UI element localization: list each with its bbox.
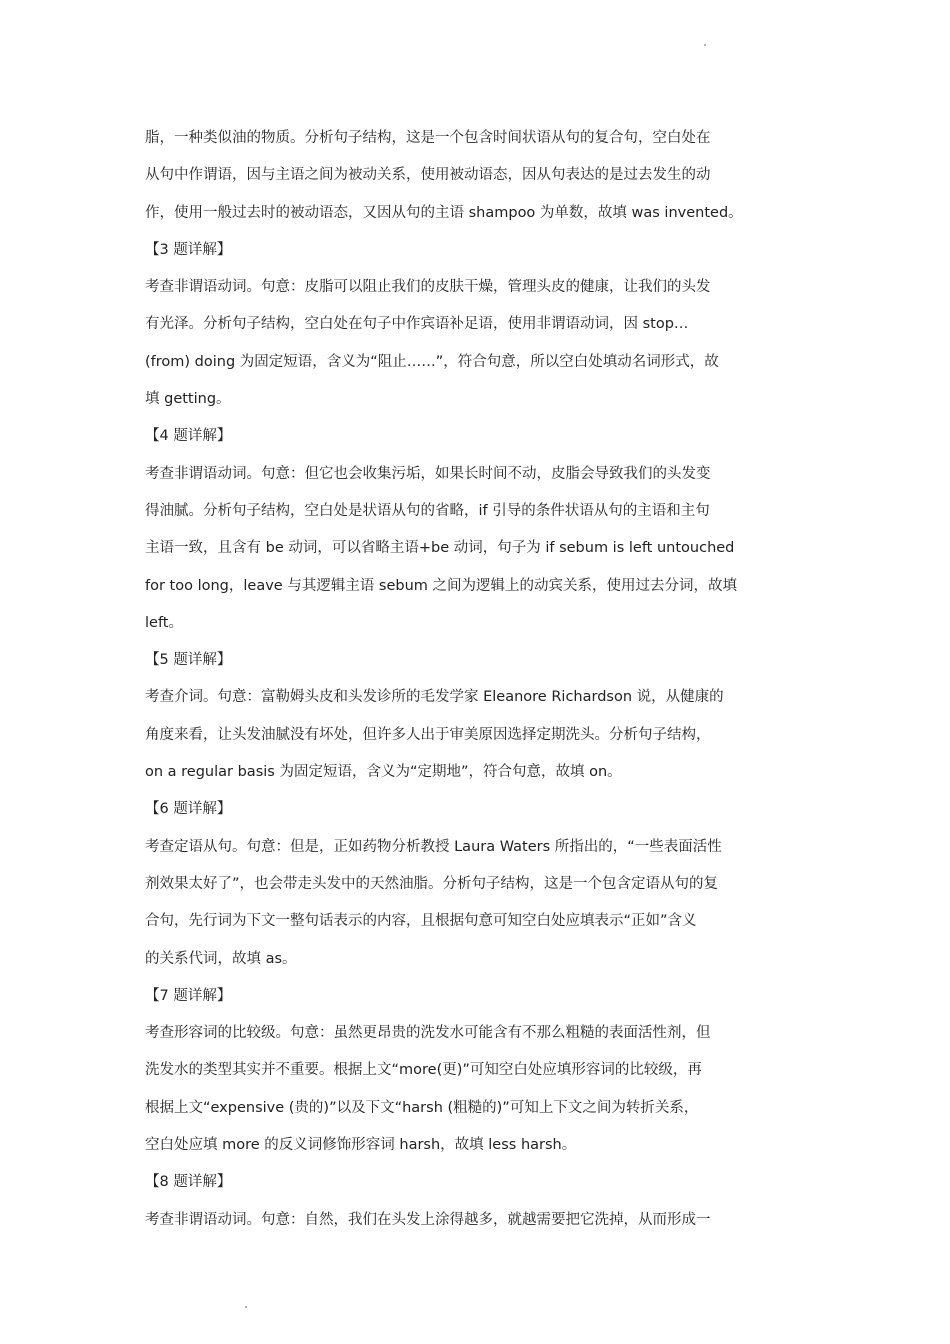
text-line: 考查介词。句意：富勒姆头皮和头发诊所的毛发学家 Eleanore Richardson 说，从健康的 — [145, 689, 724, 706]
text-line: 得油腻。分析句子结构，空白处是状语从句的省略，if 引导的条件状语从句的主语和主句 — [145, 502, 710, 519]
text-line: 从句中作谓语，因与主语之间为被动关系，使用被动语态，因从句表达的是过去发生的动 — [145, 167, 711, 184]
text-line: for too long，leave 与其逻辑主语 sebum 之间为逻辑上的动宾关系，使用过去分词，故填 — [145, 577, 738, 594]
text-line: on a regular basis 为固定短语，含义为“定期地”，符合句意，故填 on。 — [145, 764, 622, 781]
text-line: (from) doing 为固定短语，含义为“阻止……”，符合句意，所以空白处填动名词形式，故 — [145, 353, 719, 370]
text-line: 作，使用一般过去时的被动语态，又因从句的主语 shampoo 为单数，故填 was invented。 — [145, 204, 743, 221]
section-heading-q6: 【6 题详解】 — [145, 801, 232, 818]
scan-dot-bottom — [245, 1306, 247, 1308]
section-heading-q4: 【4 题详解】 — [145, 428, 232, 445]
text-line: 填 getting。 — [145, 391, 231, 408]
text-line: 角度来看，让头发油腻没有坏处，但许多人出于审美原因选择定期洗头。分析句子结构， — [145, 726, 711, 743]
text-line: 考查形容词的比较级。句意：虽然更昂贵的洗发水可能含有不那么粗糙的表面活性剂，但 — [145, 1025, 711, 1042]
text-line: 有光泽。分析句子结构，空白处在句子中作宾语补足语，使用非谓语动词，因 stop… — [145, 316, 689, 333]
text-line: 空白处应填 more 的反义词修饰形容词 harsh，故填 less harsh。 — [145, 1137, 577, 1154]
text-line: left。 — [145, 614, 183, 631]
text-line: 考查非谓语动词。句意：自然，我们在头发上涂得越多，就越需要把它洗掉，从而形成一 — [145, 1211, 711, 1228]
answer-explanations — [145, 120, 810, 1239]
section-heading-q3: 【3 题详解】 — [145, 241, 232, 258]
text-line: 根据上文“expensive (贵的)”以及下文“harsh (粗糙的)”可知上下文之间为转折关系， — [145, 1099, 699, 1116]
text-line: 洗发水的类型其实并不重要。根据上文“more(更)”可知空白处应填形容词的比较级，再 — [145, 1062, 702, 1079]
text-line: 合句，先行词为下文一整句话表示的内容，且根据句意可知空白处应填表示“正如”含义 — [145, 913, 697, 930]
text-line: 考查非谓语动词。句意：但它也会收集污垢，如果长时间不动，皮脂会导致我们的头发变 — [145, 465, 711, 482]
text-line: 剂效果太好了”，也会带走头发中的天然油脂。分析句子结构，这是一个包含定语从句的复 — [145, 875, 719, 892]
section-heading-q7: 【7 题详解】 — [145, 987, 232, 1004]
text-line: 考查非谓语动词。句意：皮脂可以阻止我们的皮肤干燥，管理头皮的健康，让我们的头发 — [145, 279, 711, 296]
text-line: 主语一致，且含有 be 动词，可以省略主语+be 动词，句子为 if sebum is left untouched — [145, 540, 735, 557]
section-heading-q5: 【5 题详解】 — [145, 652, 232, 669]
text-line: 脂，一种类似油的物质。分析句子结构，这是一个包含时间状语从句的复合句，空白处在 — [145, 130, 711, 146]
section-heading-q8: 【8 题详解】 — [145, 1174, 232, 1191]
scan-dot-top — [704, 44, 706, 46]
text-line: 的关系代词，故填 as。 — [145, 950, 297, 967]
text-line: 考查定语从句。句意：但是，正如药物分析教授 Laura Waters 所指出的，“一些表面活性 — [145, 838, 722, 855]
